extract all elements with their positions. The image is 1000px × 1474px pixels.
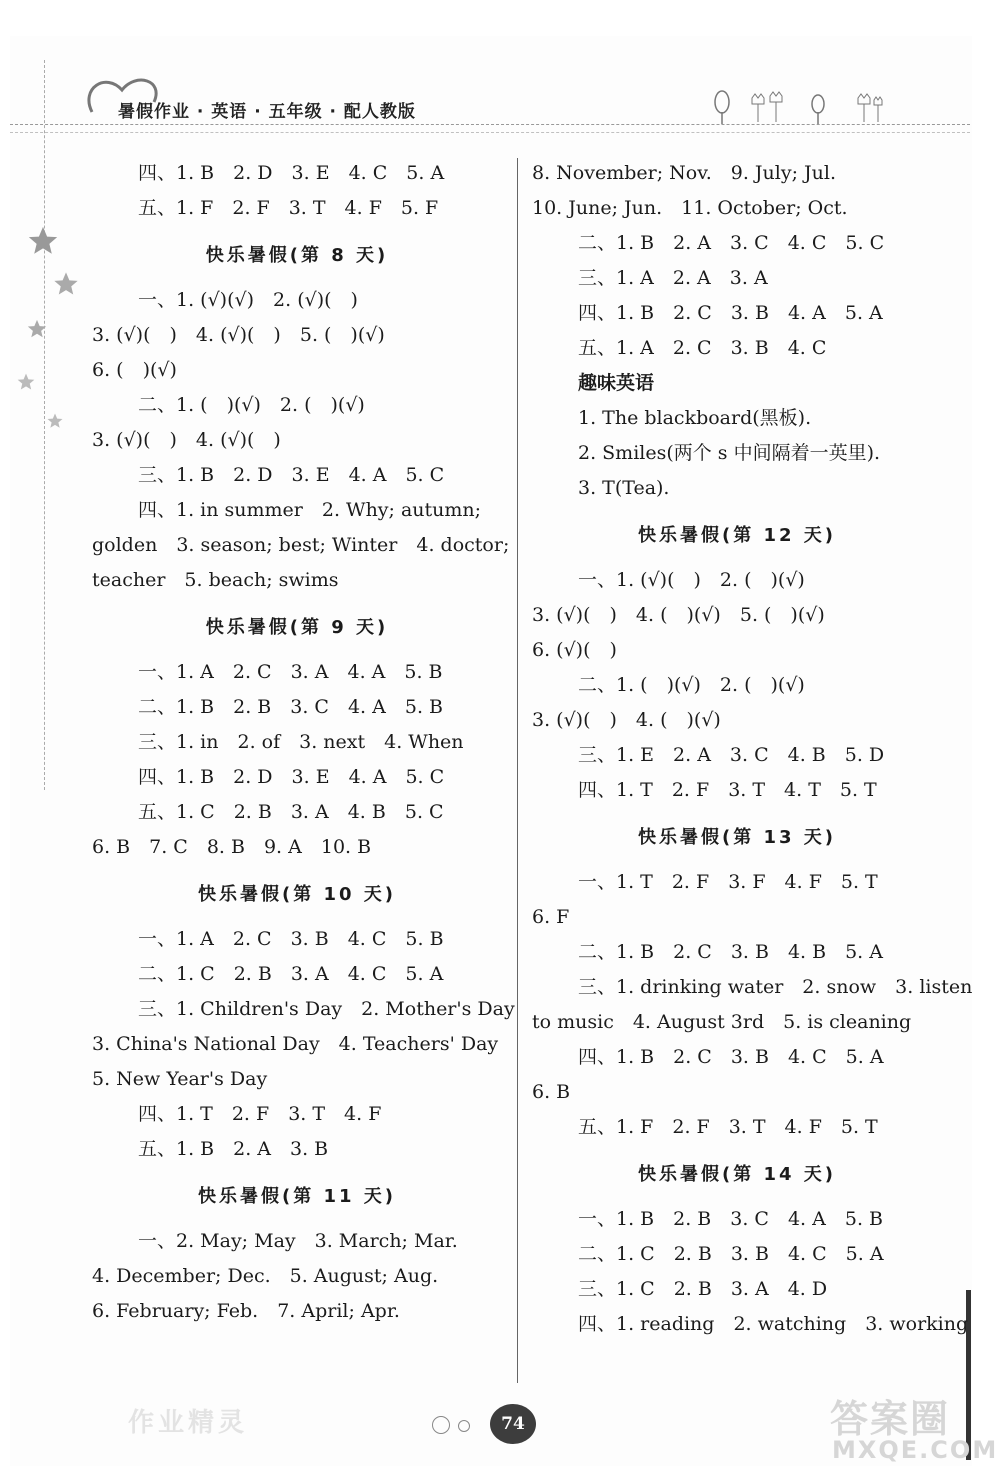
margin-dashed-line <box>44 60 45 790</box>
column-divider <box>517 158 518 1383</box>
star-icon <box>52 270 80 298</box>
answer-line: 二、1. C 2. B 3. B 4. C 5. A <box>578 1243 884 1265</box>
answer-line: 4. December; Dec. 5. August; Aug. <box>92 1265 439 1287</box>
answer-line: 二、1. ( )(√) 2. ( )(√) <box>578 674 805 696</box>
answer-line: 三、1. B 2. D 3. E 4. A 5. C <box>138 464 445 486</box>
answer-line: 3. (√)( ) 4. ( )(√) 5. ( )(√) <box>532 604 825 626</box>
answer-line: 五、1. C 2. B 3. A 4. B 5. C <box>138 801 444 823</box>
answer-line: 6. F <box>532 906 570 928</box>
answer-line: 三、1. Children's Day 2. Mother's Day <box>138 998 515 1020</box>
answer-line: 一、1. (√)( ) 2. ( )(√) <box>578 569 805 591</box>
answer-line: 2. Smiles(两个 s 中间隔着一英里). <box>578 442 881 464</box>
watermark-logo: 答案圈 <box>830 1397 951 1441</box>
answer-line: 三、1. drinking water 2. snow 3. listen <box>578 976 973 998</box>
answer-line: 四、1. B 2. C 3. B 4. C 5. A <box>578 1046 884 1068</box>
answer-line: 二、1. B 2. A 3. C 4. C 5. C <box>578 232 885 254</box>
section-heading: 快乐暑假(第 8 天) <box>205 245 389 266</box>
section-heading: 快乐暑假(第 14 天) <box>637 1164 837 1185</box>
answer-line: 一、2. May; May 3. March; Mar. <box>138 1230 458 1252</box>
star-icon <box>26 318 48 340</box>
answer-line: 五、1. F 2. F 3. T 4. F 5. T <box>578 1116 878 1138</box>
answer-line: 6. (√)( ) <box>532 639 617 661</box>
answer-line: 五、1. F 2. F 3. T 4. F 5. F <box>138 197 439 219</box>
star-icon <box>26 224 60 258</box>
answer-line: 3. (√)( ) 4. ( )(√) <box>532 709 721 731</box>
answer-line: 二、1. B 2. C 3. B 4. B 5. A <box>578 941 883 963</box>
header-title: 暑假作业 · 英语 · 五年级 · 配人教版 <box>118 102 416 122</box>
answer-line: to music 4. August 3rd 5. is cleaning <box>532 1011 912 1033</box>
answer-line: 3. China's National Day 4. Teachers' Day <box>92 1033 499 1055</box>
answer-line: 5. New Year's Day <box>92 1068 268 1090</box>
answer-line: 一、1. T 2. F 3. F 4. F 5. T <box>578 871 878 893</box>
answer-line: 6. ( )(√) <box>92 359 177 381</box>
fun-english-heading: 趣味英语 <box>578 372 655 394</box>
answer-line: 3. T(Tea). <box>578 477 670 499</box>
left-column <box>92 158 515 1331</box>
answer-line: 三、1. in 2. of 3. next 4. When <box>138 731 464 753</box>
section-heading: 快乐暑假(第 10 天) <box>197 884 397 905</box>
answer-line: 6. February; Feb. 7. April; Apr. <box>92 1300 400 1322</box>
answer-line: 二、1. C 2. B 3. A 4. C 5. A <box>138 963 444 985</box>
answer-line: 四、1. T 2. F 3. T 4. T 5. T <box>578 779 877 801</box>
answer-line: 四、1. in summer 2. Why; autumn; <box>138 499 482 521</box>
watermark-text: 作业精灵 <box>128 1408 249 1438</box>
answer-line: 四、1. T 2. F 3. T 4. F <box>138 1103 382 1125</box>
answer-line: 四、1. B 2. D 3. E 4. A 5. C <box>138 766 445 788</box>
answer-line: 三、1. E 2. A 3. C 4. B 5. D <box>578 744 885 766</box>
section-heading: 快乐暑假(第 12 天) <box>637 525 837 546</box>
answer-line: 四、1. B 2. C 3. B 4. A 5. A <box>578 302 883 324</box>
answer-line: 10. June; Jun. 11. October; Oct. <box>532 197 848 219</box>
answer-line: teacher 5. beach; swims <box>92 569 339 591</box>
answer-line: 三、1. C 2. B 3. A 4. D <box>578 1278 828 1300</box>
answer-line: 3. (√)( ) 4. (√)( ) 5. ( )(√) <box>92 324 385 346</box>
answer-line: 一、1. A 2. C 3. A 4. A 5. B <box>138 661 443 683</box>
answer-line: 一、1. (√)(√) 2. (√)( ) <box>138 289 358 311</box>
answer-line: 二、1. B 2. B 3. C 4. A 5. B <box>138 696 443 718</box>
answer-line: golden 3. season; best; Winter 4. doctor; <box>92 534 510 556</box>
answer-line: 五、1. B 2. A 3. B <box>138 1138 329 1160</box>
answer-line: 四、1. B 2. D 3. E 4. C 5. A <box>138 162 445 184</box>
answer-line: 一、1. A 2. C 3. B 4. C 5. B <box>138 928 444 950</box>
header-divider-2 <box>10 132 970 133</box>
section-heading: 快乐暑假(第 11 天) <box>197 1186 397 1207</box>
star-icon <box>16 372 36 392</box>
decor-circle <box>458 1420 470 1432</box>
answer-line: 3. (√)( ) 4. (√)( ) <box>92 429 281 451</box>
answer-line: 二、1. ( )(√) 2. ( )(√) <box>138 394 365 416</box>
section-heading: 快乐暑假(第 13 天) <box>637 827 837 848</box>
answer-line: 6. B <box>532 1081 571 1103</box>
decor-circle <box>432 1416 450 1434</box>
star-icon <box>46 412 64 430</box>
header-divider <box>10 124 970 125</box>
answer-line: 8. November; Nov. 9. July; Jul. <box>532 162 836 184</box>
answer-line: 四、1. reading 2. watching 3. working <box>578 1313 969 1335</box>
right-column <box>532 158 973 1344</box>
tree-flower-icon <box>708 88 888 128</box>
watermark-url: MXQE.COM <box>832 1436 999 1464</box>
section-heading: 快乐暑假(第 9 天) <box>205 617 389 638</box>
answer-line: 1. The blackboard(黑板). <box>578 407 812 429</box>
page-number: 74 <box>490 1404 536 1444</box>
answer-line: 三、1. A 2. A 3. A <box>578 267 768 289</box>
answer-line: 6. B 7. C 8. B 9. A 10. B <box>92 836 372 858</box>
answer-line: 一、1. B 2. B 3. C 4. A 5. B <box>578 1208 883 1230</box>
answer-line: 五、1. A 2. C 3. B 4. C <box>578 337 827 359</box>
